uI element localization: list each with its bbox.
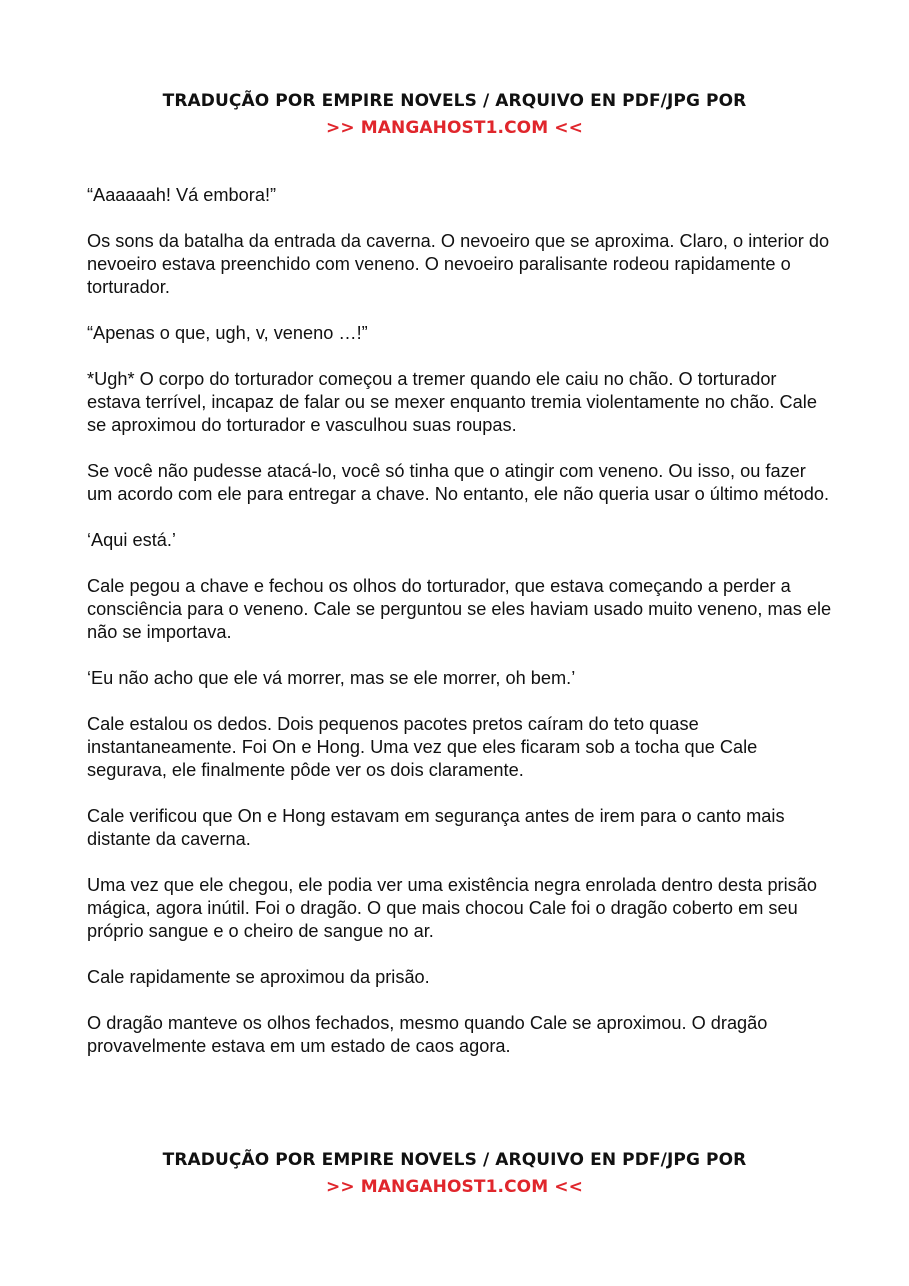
paragraph: Cale verificou que On e Hong estavam em segurança antes de irem para o canto mais distante da caverna. [87, 806, 785, 849]
paragraph: “Aaaaaah! Vá embora!” [87, 185, 277, 205]
paragraph: Cale rapidamente se aproximou da prisão. [87, 967, 430, 987]
paragraph: Os sons da batalha da entrada da caverna. O nevoeiro que se aproxima. Claro, o interior do nevoeiro estava preenchido com veneno. O nevoeiro paralisante rodeou rapidamente o torturador. [87, 231, 830, 297]
paragraph: Cale estalou os dedos. Dois pequenos pacotes pretos caíram do teto quase instantaneamente. Foi On e Hong. Uma vez que eles ficaram sob a tocha que Cale segurava, ele finalmente pôde ver os dois claramente. [87, 714, 758, 780]
header-banner [0, 88, 909, 142]
paragraph: *Ugh* O corpo do torturador começou a tremer quando ele caiu no chão. O torturador estava terrível, incapaz de falar ou se mexer enquanto tremia violentamente no chão. Cale se aproximou do torturador e vasculhou suas roupas. [87, 369, 817, 435]
chapter-text [87, 184, 832, 1081]
paragraph: Cale pegou a chave e fechou os olhos do torturador, que estava começando a perder a consciência para o veneno. Cale se perguntou se eles haviam usado muito veneno, mas ele não se importava. [87, 576, 832, 642]
footer-site-link[interactable]: >> MANGAHOST1.COM << [326, 1177, 583, 1197]
footer-credit: TRADUÇÃO POR EMPIRE NOVELS / ARQUIVO EN PDF/JPG POR [162, 1150, 747, 1170]
paragraph: ‘Aqui está.’ [87, 530, 176, 550]
footer-banner [0, 1147, 909, 1201]
paragraph: Uma vez que ele chegou, ele podia ver uma existência negra enrolada dentro desta prisão mágica, agora inútil. Foi o dragão. O que mais chocou Cale foi o dragão coberto em seu próprio sangue e o cheiro de sangue no ar. [87, 875, 817, 941]
header-credit: TRADUÇÃO POR EMPIRE NOVELS / ARQUIVO EN PDF/JPG POR [162, 91, 747, 111]
paragraph: O dragão manteve os olhos fechados, mesmo quando Cale se aproximou. O dragão provavelmente estava em um estado de caos agora. [87, 1013, 768, 1056]
header-site-link[interactable]: >> MANGAHOST1.COM << [326, 118, 583, 138]
paragraph: Se você não pudesse atacá-lo, você só tinha que o atingir com veneno. Ou isso, ou fazer um acordo com ele para entregar a chave. No entanto, ele não queria usar o último método. [87, 461, 830, 504]
paragraph: ‘Eu não acho que ele vá morrer, mas se ele morrer, oh bem.’ [87, 668, 576, 688]
paragraph: “Apenas o que, ugh, v, veneno …!” [87, 323, 368, 343]
